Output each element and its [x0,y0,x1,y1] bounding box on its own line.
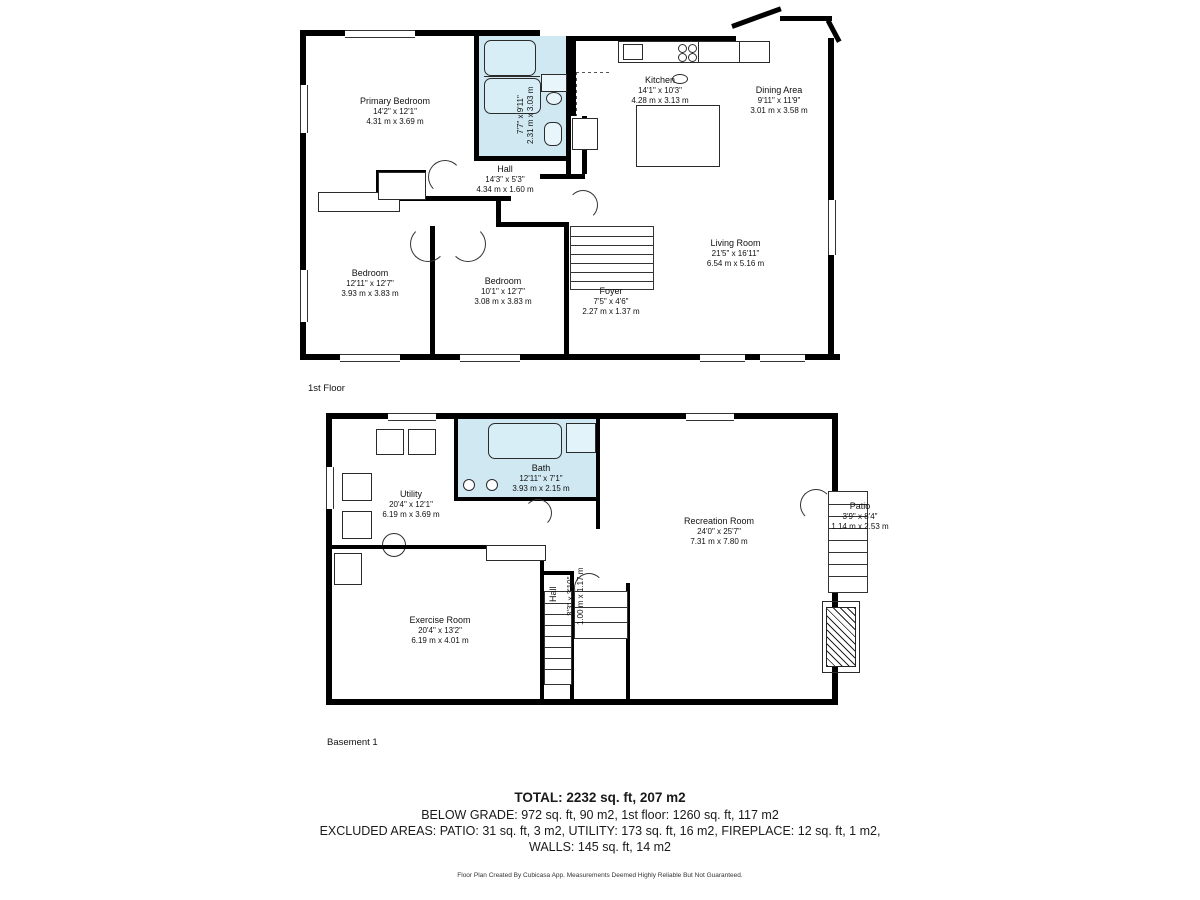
first-floor-caption: 1st Floor [308,383,345,394]
basement-plan [326,413,889,705]
room-label-hall-basement-dims: 3'3" x 3'10" 1.00 m x 1.17 m [566,567,585,625]
dashed-path-top [576,72,612,73]
dashed-path [576,72,577,116]
room-label-hall-first: Hall 14'3" x 5'3" 4.34 m x 1.60 m [476,164,534,194]
summary-walls: WALLS: 145 sq. ft, 14 m2 [529,840,671,854]
basement-bath-wall-right [596,419,600,529]
basement-bathtub [488,423,562,459]
summary-excluded-areas: EXCLUDED AREAS: PATIO: 31 sq. ft, 3 m2, UTILITY: 173 sq. ft, 16 m2, FIREPLACE: 12 sq. ft, 1 m2, [319,824,881,838]
basement-caption: Basement 1 [327,737,378,748]
room-label-bath-first: 7'7" x 9'11" 2.31 m x 3.03 m [516,86,535,144]
basement-window-top-2 [686,413,734,421]
basement-shower [566,423,596,453]
sink-fixture [546,92,562,105]
utility-unit-1 [376,429,404,455]
interior-wall-foyer-top [496,222,568,227]
room-label-bedroom-mid: Bedroom 10'1" x 12'7" 3.08 m x 3.83 m [474,276,532,306]
dining-table [636,105,720,167]
summary-below-grade: BELOW GRADE: 972 sq. ft, 90 m2, 1st floor: 1260 sq. ft, 117 m2 [421,808,779,822]
room-label-hall-basement: Hall [548,586,558,602]
cooktop-burner-2 [688,44,697,53]
room-label-foyer: Foyer 7'5" x 4'6" 2.27 m x 1.37 m [582,286,640,316]
cooktop-burner-1 [678,44,687,53]
basement-wall-left [326,413,332,705]
cooktop-burner-4 [688,53,697,62]
room-label-primary-bedroom: Primary Bedroom 14'2" x 12'1" 4.31 m x 3.69 m [359,96,431,126]
kitchen-sink [623,44,643,60]
bath-partition-line [484,76,540,77]
window-bottom-3 [700,354,745,362]
room-label-recreation-room: Recreation Room 24'0" x 25'7" 7.31 m x 7.80 m [683,516,755,546]
window-bottom-2 [460,354,520,362]
basement-bath-wall-bottom [458,497,600,501]
window-top-left [345,30,415,38]
exterior-wall-bay-top [780,16,832,21]
basement-bench [486,545,546,561]
window-left-upper [300,85,308,133]
credit-line: Floor Plan Created By Cubicasa App. Measurements Deemed Highly Reliable But Not Guaranteed. [457,872,743,879]
window-bottom-1 [340,354,400,362]
staircase-first-floor [570,226,654,290]
room-label-utility: Utility 20'4" x 12'1" 6.19 m x 3.69 m [382,489,440,519]
room-label-living-room: Living Room 21'5" x 16'11" 6.54 m x 5.16 m [706,238,765,268]
entry-closet [572,118,598,150]
room-label-dining-area: Dining Area 9'11" x 11'9" 3.01 m x 3.58 m [750,85,808,115]
vanity-fixture [541,74,567,92]
utility-unit-2 [408,429,436,455]
first-floor-plan [300,30,840,360]
window-right [828,200,836,255]
basement-wall-bottom [326,699,838,705]
exterior-wall-bay-angle [731,6,782,28]
door-arc-bedroom-left [410,226,446,262]
basement-door-arc-bath [524,499,552,527]
room-label-bedroom-left: Bedroom 12'11" x 12'7" 3.93 m x 3.83 m [341,268,399,298]
cooktop-burner-3 [678,53,687,62]
summary-block [0,790,1200,854]
basement-window-top-1 [388,413,436,421]
summary-total: TOTAL: 2232 sq. ft, 207 m2 [514,790,686,805]
interior-wall-bath-bottom [474,156,571,161]
room-label-exercise-room: Exercise Room 20'4" x 13'2" 6.19 m x 4.01 m [409,615,471,645]
basement-closet [334,553,362,585]
door-arc-foyer [568,190,598,220]
kitchen-counter-right [698,41,740,63]
door-arc-bedroom-right [450,226,486,262]
room-label-bath-basement: Bath 12'11" x 7'1" 3.93 m x 2.15 m [512,463,570,493]
room-label-patio: Patio 3'9" x 8'4" 1.14 m x 2.53 m [831,501,889,531]
window-bottom-4 [760,354,805,362]
shower-fixture [484,40,536,76]
basement-window-left [326,467,334,509]
window-left-lower [300,270,308,322]
fireplace-surround [822,601,860,673]
closet-hall [378,172,426,200]
room-label-kitchen: Kitchen 14'1" x 10'3" 4.28 m x 3.13 m [631,75,689,105]
toilet-fixture [544,122,562,146]
